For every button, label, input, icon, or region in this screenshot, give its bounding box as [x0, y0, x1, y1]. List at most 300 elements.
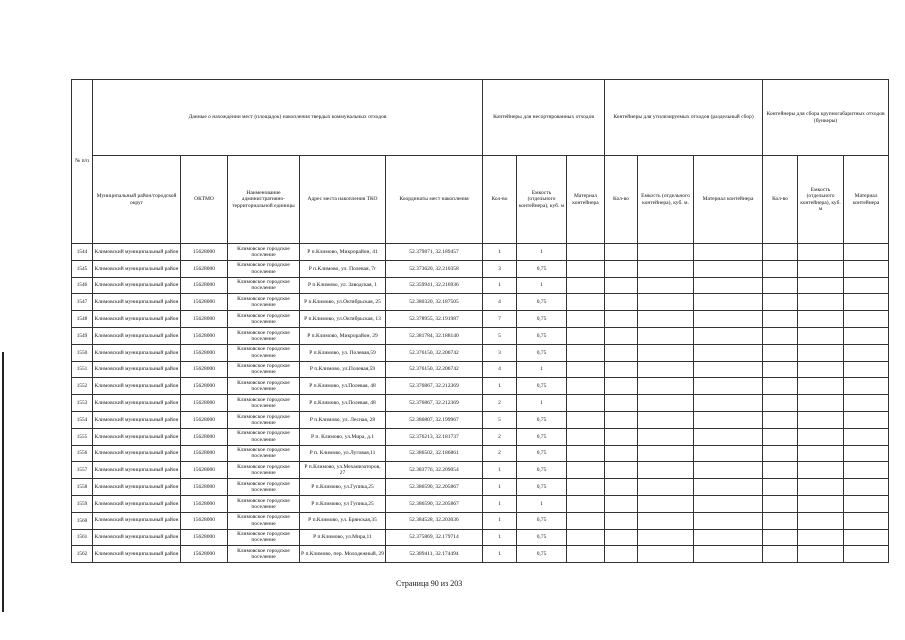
- qty-cell: 1: [483, 244, 517, 261]
- sep-material-cell: [694, 428, 763, 445]
- header-separate-group: Контейнеры для утилизируемых отходов (раздельный сбор): [605, 80, 763, 156]
- sep-qty-cell: [605, 361, 638, 378]
- sep-material-cell: [694, 327, 763, 344]
- row-num-cell: 1545: [72, 260, 93, 277]
- registry-table: [71, 79, 889, 563]
- table-row: [72, 260, 889, 277]
- material-cell: [567, 428, 605, 445]
- row-num-cell: 1544: [72, 244, 93, 261]
- sep-material-cell: [694, 445, 763, 462]
- address-cell: Р п.Климово, ул. Заводская, 1: [300, 277, 386, 294]
- table-row: [72, 311, 889, 328]
- coords-cell: 52.386807, 32.199967: [386, 411, 483, 428]
- qty-cell: 4: [483, 361, 517, 378]
- qty-cell: 4: [483, 294, 517, 311]
- address-cell: Р п.Климово, ул Гупика,25: [300, 495, 386, 512]
- row-num-cell: 1556: [72, 445, 93, 462]
- bulky-capacity-cell: [798, 344, 844, 361]
- bulky-material-cell: [844, 294, 889, 311]
- material-cell: [567, 244, 605, 261]
- row-num-cell: 1560: [72, 512, 93, 529]
- header-oktmo: ОКТМО: [181, 156, 228, 244]
- oktmo-cell: 15628000: [181, 378, 228, 395]
- sep-capacity-cell: [638, 411, 694, 428]
- address-cell: Р п.Климово, ул. Брянская,35: [300, 512, 386, 529]
- admin-unit-cell: Климовское городское поселение: [228, 311, 300, 328]
- sep-capacity-cell: [638, 378, 694, 395]
- district-cell: Климовский муниципальный район: [93, 277, 181, 294]
- qty-cell: 1: [483, 479, 517, 496]
- oktmo-cell: 15628000: [181, 546, 228, 563]
- header-coords: Координаты мест накопления: [386, 156, 483, 244]
- bulky-material-cell: [844, 411, 889, 428]
- bulky-qty-cell: [763, 395, 798, 412]
- bulky-qty-cell: [763, 327, 798, 344]
- qty-cell: 5: [483, 327, 517, 344]
- coords-cell: 52.378955, 32.191987: [386, 311, 483, 328]
- district-cell: Климовский муниципальный район: [93, 327, 181, 344]
- header-sep-qty: Кол-во: [605, 156, 638, 244]
- oktmo-cell: 15628000: [181, 411, 228, 428]
- table-row: [72, 479, 889, 496]
- qty-cell: 2: [483, 395, 517, 412]
- sep-qty-cell: [605, 546, 638, 563]
- district-cell: Климовский муниципальный район: [93, 260, 181, 277]
- sep-material-cell: [694, 495, 763, 512]
- qty-cell: 1: [483, 462, 517, 479]
- capacity-cell: 0,75: [517, 479, 567, 496]
- bulky-material-cell: [844, 361, 889, 378]
- coords-cell: 52.376150, 32.206742: [386, 361, 483, 378]
- admin-unit-cell: Климовское городское поселение: [228, 462, 300, 479]
- sep-material-cell: [694, 311, 763, 328]
- header-unsorted-group: Контейнеры для несортированных отходов: [483, 80, 605, 156]
- oktmo-cell: 15628000: [181, 445, 228, 462]
- bulky-capacity-cell: [798, 512, 844, 529]
- coords-cell: 52.375869, 32.179714: [386, 529, 483, 546]
- oktmo-cell: 15628000: [181, 294, 228, 311]
- header-address: Адрес места накопления ТКО: [300, 156, 386, 244]
- bulky-material-cell: [844, 378, 889, 395]
- bulky-qty-cell: [763, 411, 798, 428]
- bulky-material-cell: [844, 260, 889, 277]
- bulky-qty-cell: [763, 479, 798, 496]
- row-num-cell: 1549: [72, 327, 93, 344]
- capacity-cell: 0,75: [517, 344, 567, 361]
- bulky-capacity-cell: [798, 311, 844, 328]
- coords-cell: 52.376150, 32.206742: [386, 344, 483, 361]
- bulky-capacity-cell: [798, 428, 844, 445]
- bulky-capacity-cell: [798, 411, 844, 428]
- row-num-cell: 1552: [72, 378, 93, 395]
- sep-qty-cell: [605, 495, 638, 512]
- sep-material-cell: [694, 479, 763, 496]
- table-row: [72, 244, 889, 261]
- sep-qty-cell: [605, 260, 638, 277]
- qty-cell: 1: [483, 529, 517, 546]
- table-row: [72, 277, 889, 294]
- oktmo-cell: 15628000: [181, 277, 228, 294]
- address-cell: Р п.Климово, ул.Полевая,59: [300, 361, 386, 378]
- sep-capacity-cell: [638, 395, 694, 412]
- district-cell: Климовский муниципальный район: [93, 361, 181, 378]
- bulky-material-cell: [844, 529, 889, 546]
- admin-unit-cell: Климовское городское поселение: [228, 395, 300, 412]
- table-row: [72, 445, 889, 462]
- header-row-2: [72, 156, 889, 244]
- district-cell: Климовский муниципальный район: [93, 445, 181, 462]
- capacity-cell: 0,75: [517, 428, 567, 445]
- oktmo-cell: 15628000: [181, 462, 228, 479]
- material-cell: [567, 546, 605, 563]
- qty-cell: 7: [483, 311, 517, 328]
- sep-material-cell: [694, 411, 763, 428]
- capacity-cell: 0,75: [517, 311, 567, 328]
- admin-unit-cell: Климовское городское поселение: [228, 327, 300, 344]
- row-num-cell: 1559: [72, 495, 93, 512]
- row-num-cell: 1554: [72, 411, 93, 428]
- sep-qty-cell: [605, 529, 638, 546]
- oktmo-cell: 15628000: [181, 512, 228, 529]
- coords-cell: 52.383776, 32.209054: [386, 462, 483, 479]
- sep-material-cell: [694, 462, 763, 479]
- material-cell: [567, 495, 605, 512]
- district-cell: Климовский муниципальный район: [93, 344, 181, 361]
- sep-material-cell: [694, 277, 763, 294]
- sep-capacity-cell: [638, 428, 694, 445]
- qty-cell: 3: [483, 260, 517, 277]
- sep-capacity-cell: [638, 462, 694, 479]
- header-bulky-group: Контейнеры для сбора крупногабаритных отходов (бункеры): [763, 80, 889, 156]
- bulky-material-cell: [844, 311, 889, 328]
- header-num: № п/п: [72, 80, 93, 244]
- address-cell: Р п. Климово, ул.Луговая,11: [300, 445, 386, 462]
- sep-qty-cell: [605, 344, 638, 361]
- sep-qty-cell: [605, 428, 638, 445]
- bulky-material-cell: [844, 479, 889, 496]
- oktmo-cell: 15628000: [181, 479, 228, 496]
- admin-unit-cell: Климовское городское поселение: [228, 294, 300, 311]
- material-cell: [567, 529, 605, 546]
- sep-qty-cell: [605, 244, 638, 261]
- table-row: [72, 529, 889, 546]
- capacity-cell: 0,75: [517, 445, 567, 462]
- header-location-group: Данные о нахождении мест (площадок) накопления твердых коммунальных отходов: [93, 80, 483, 156]
- coords-cell: 52.384528, 32.203036: [386, 512, 483, 529]
- sep-material-cell: [694, 395, 763, 412]
- row-num-cell: 1546: [72, 277, 93, 294]
- material-cell: [567, 361, 605, 378]
- coords-cell: 52.376867, 32.212369: [386, 378, 483, 395]
- table-row: [72, 546, 889, 563]
- bulky-capacity-cell: [798, 395, 844, 412]
- header-bulky-material: Материал контейнера: [844, 156, 889, 244]
- material-cell: [567, 327, 605, 344]
- district-cell: Климовский муниципальный район: [93, 512, 181, 529]
- coords-cell: 52.376867, 32.212369: [386, 395, 483, 412]
- bulky-material-cell: [844, 395, 889, 412]
- material-cell: [567, 260, 605, 277]
- district-cell: Климовский муниципальный район: [93, 462, 181, 479]
- qty-cell: 3: [483, 344, 517, 361]
- sep-capacity-cell: [638, 479, 694, 496]
- sep-material-cell: [694, 244, 763, 261]
- admin-unit-cell: Климовское городское поселение: [228, 260, 300, 277]
- sep-qty-cell: [605, 479, 638, 496]
- district-cell: Климовский муниципальный район: [93, 395, 181, 412]
- district-cell: Климовский муниципальный район: [93, 479, 181, 496]
- row-num-cell: 1551: [72, 361, 93, 378]
- bulky-material-cell: [844, 428, 889, 445]
- sep-material-cell: [694, 378, 763, 395]
- row-num-cell: 1557: [72, 462, 93, 479]
- capacity-cell: 1: [517, 495, 567, 512]
- address-cell: Р п.Климово, ул.Октябрьская, 25: [300, 294, 386, 311]
- district-cell: Климовский муниципальный район: [93, 378, 181, 395]
- address-cell: Р п.Климово, ул. Лесная, 28: [300, 411, 386, 428]
- sep-qty-cell: [605, 294, 638, 311]
- row-num-cell: 1548: [72, 311, 93, 328]
- sep-capacity-cell: [638, 512, 694, 529]
- bulky-material-cell: [844, 277, 889, 294]
- sep-capacity-cell: [638, 361, 694, 378]
- capacity-cell: 0,75: [517, 411, 567, 428]
- capacity-cell: 0,75: [517, 546, 567, 563]
- table-row: [72, 512, 889, 529]
- address-cell: Р п. Климово, ул.Мира, д.1: [300, 428, 386, 445]
- admin-unit-cell: Климовское городское поселение: [228, 361, 300, 378]
- registry-body: [72, 244, 889, 563]
- sep-capacity-cell: [638, 244, 694, 261]
- coords-cell: 52.380320, 32.187505: [386, 294, 483, 311]
- bulky-qty-cell: [763, 378, 798, 395]
- bulky-qty-cell: [763, 344, 798, 361]
- sep-material-cell: [694, 512, 763, 529]
- bulky-qty-cell: [763, 546, 798, 563]
- bulky-material-cell: [844, 327, 889, 344]
- bulky-capacity-cell: [798, 495, 844, 512]
- sep-qty-cell: [605, 395, 638, 412]
- material-cell: [567, 277, 605, 294]
- sep-capacity-cell: [638, 445, 694, 462]
- sep-capacity-cell: [638, 294, 694, 311]
- oktmo-cell: 15628000: [181, 260, 228, 277]
- row-num-cell: 1561: [72, 529, 93, 546]
- material-cell: [567, 378, 605, 395]
- admin-unit-cell: Климовское городское поселение: [228, 445, 300, 462]
- coords-cell: 52.376213, 32.181737: [386, 428, 483, 445]
- table-row: [72, 428, 889, 445]
- material-cell: [567, 462, 605, 479]
- row-num-cell: 1550: [72, 344, 93, 361]
- capacity-cell: 0,75: [517, 529, 567, 546]
- sep-qty-cell: [605, 311, 638, 328]
- sep-qty-cell: [605, 512, 638, 529]
- coords-cell: 52.386502, 32.186861: [386, 445, 483, 462]
- bulky-qty-cell: [763, 361, 798, 378]
- table-row: [72, 411, 889, 428]
- admin-unit-cell: Климовское городское поселение: [228, 479, 300, 496]
- bulky-material-cell: [844, 462, 889, 479]
- oktmo-cell: 15628000: [181, 361, 228, 378]
- bulky-qty-cell: [763, 311, 798, 328]
- bulky-capacity-cell: [798, 445, 844, 462]
- coords-cell: 52.373620, 32.210358: [386, 260, 483, 277]
- admin-unit-cell: Климовское городское поселение: [228, 512, 300, 529]
- material-cell: [567, 512, 605, 529]
- table-row: [72, 495, 889, 512]
- district-cell: Климовский муниципальный район: [93, 311, 181, 328]
- row-num-cell: 1562: [72, 546, 93, 563]
- bulky-material-cell: [844, 445, 889, 462]
- bulky-capacity-cell: [798, 244, 844, 261]
- capacity-cell: 0,75: [517, 378, 567, 395]
- capacity-cell: 1: [517, 361, 567, 378]
- table-row: [72, 378, 889, 395]
- row-num-cell: 1558: [72, 479, 93, 496]
- header-sep-material: Материал контейнера: [694, 156, 763, 244]
- header-qty: Кол-во: [483, 156, 517, 244]
- table-row: [72, 361, 889, 378]
- oktmo-cell: 15628000: [181, 529, 228, 546]
- material-cell: [567, 311, 605, 328]
- oktmo-cell: 15628000: [181, 428, 228, 445]
- bulky-capacity-cell: [798, 260, 844, 277]
- address-cell: Р п.Климово, ул. Полевая,59: [300, 344, 386, 361]
- page-number: Страница 90 из 203: [396, 579, 463, 588]
- sep-capacity-cell: [638, 529, 694, 546]
- sep-material-cell: [694, 294, 763, 311]
- admin-unit-cell: Климовское городское поселение: [228, 529, 300, 546]
- material-cell: [567, 479, 605, 496]
- bulky-capacity-cell: [798, 327, 844, 344]
- bulky-qty-cell: [763, 462, 798, 479]
- row-num-cell: 1555: [72, 428, 93, 445]
- coords-cell: 52.386590, 32.205867: [386, 479, 483, 496]
- header-sep-capacity: Емкость (отдельного контейнера), куб. м.: [638, 156, 694, 244]
- bulky-capacity-cell: [798, 462, 844, 479]
- sep-material-cell: [694, 546, 763, 563]
- admin-unit-cell: Климовское городское поселение: [228, 546, 300, 563]
- table-row: [72, 294, 889, 311]
- bulky-material-cell: [844, 546, 889, 563]
- qty-cell: 1: [483, 277, 517, 294]
- sep-qty-cell: [605, 462, 638, 479]
- bulky-capacity-cell: [798, 378, 844, 395]
- address-cell: Р п.Климово, ул.Механизаторов, 27: [300, 462, 386, 479]
- qty-cell: 2: [483, 428, 517, 445]
- coords-cell: 52.359941, 32.216936: [386, 277, 483, 294]
- table-row: [72, 462, 889, 479]
- district-cell: Климовский муниципальный район: [93, 244, 181, 261]
- admin-unit-cell: Климовское городское поселение: [228, 495, 300, 512]
- table-row: [72, 344, 889, 361]
- bulky-qty-cell: [763, 428, 798, 445]
- margin-line: [2, 352, 4, 612]
- oktmo-cell: 15628000: [181, 311, 228, 328]
- sep-material-cell: [694, 361, 763, 378]
- table-row: [72, 327, 889, 344]
- capacity-cell: 1: [517, 244, 567, 261]
- sep-qty-cell: [605, 411, 638, 428]
- district-cell: Климовский муниципальный район: [93, 411, 181, 428]
- sep-capacity-cell: [638, 495, 694, 512]
- capacity-cell: 0,75: [517, 294, 567, 311]
- bulky-material-cell: [844, 244, 889, 261]
- district-cell: Климовский муниципальный район: [93, 294, 181, 311]
- address-cell: Р п.Климово, ул.Полевая, 48: [300, 395, 386, 412]
- bulky-capacity-cell: [798, 294, 844, 311]
- admin-unit-cell: Климовское городское поселение: [228, 378, 300, 395]
- bulky-qty-cell: [763, 512, 798, 529]
- address-cell: Р п.Климово, Микрорайон, 41: [300, 244, 386, 261]
- district-cell: Климовский муниципальный район: [93, 428, 181, 445]
- capacity-cell: 0,75: [517, 512, 567, 529]
- material-cell: [567, 395, 605, 412]
- oktmo-cell: 15628000: [181, 495, 228, 512]
- material-cell: [567, 445, 605, 462]
- coords-cell: 52.389411, 32.174494: [386, 546, 483, 563]
- sep-capacity-cell: [638, 327, 694, 344]
- qty-cell: 1: [483, 546, 517, 563]
- row-num-cell: 1547: [72, 294, 93, 311]
- qty-cell: 1: [483, 512, 517, 529]
- bulky-qty-cell: [763, 277, 798, 294]
- material-cell: [567, 411, 605, 428]
- admin-unit-cell: Климовское городское поселение: [228, 411, 300, 428]
- capacity-cell: 0,75: [517, 327, 567, 344]
- oktmo-cell: 15628000: [181, 344, 228, 361]
- coords-cell: 52.381784, 32.188140: [386, 327, 483, 344]
- district-cell: Климовский муниципальный район: [93, 495, 181, 512]
- address-cell: Р п.Климово, ул.Гупика,25: [300, 479, 386, 496]
- oktmo-cell: 15628000: [181, 327, 228, 344]
- sep-material-cell: [694, 260, 763, 277]
- sep-capacity-cell: [638, 260, 694, 277]
- sep-material-cell: [694, 344, 763, 361]
- material-cell: [567, 344, 605, 361]
- capacity-cell: 1: [517, 277, 567, 294]
- bulky-qty-cell: [763, 244, 798, 261]
- bulky-qty-cell: [763, 445, 798, 462]
- header-material: Материал контейнера: [567, 156, 605, 244]
- bulky-capacity-cell: [798, 277, 844, 294]
- district-cell: Климовский муниципальный район: [93, 529, 181, 546]
- bulky-qty-cell: [763, 294, 798, 311]
- sep-capacity-cell: [638, 277, 694, 294]
- qty-cell: 5: [483, 411, 517, 428]
- header-row-1: [72, 80, 889, 156]
- bulky-qty-cell: [763, 260, 798, 277]
- header-district: Муниципальный район/городской округ: [93, 156, 181, 244]
- bulky-material-cell: [844, 344, 889, 361]
- sep-capacity-cell: [638, 311, 694, 328]
- sep-qty-cell: [605, 277, 638, 294]
- admin-unit-cell: Климовское городское поселение: [228, 344, 300, 361]
- address-cell: Р п.Климово, Микрорайон, 29: [300, 327, 386, 344]
- capacity-cell: 0,75: [517, 462, 567, 479]
- capacity-cell: 0,75: [517, 260, 567, 277]
- address-cell: Р п.Климово, пер. Молодежный, 29: [300, 546, 386, 563]
- bulky-qty-cell: [763, 529, 798, 546]
- sep-capacity-cell: [638, 546, 694, 563]
- admin-unit-cell: Климовское городское поселение: [228, 277, 300, 294]
- table-row: [72, 395, 889, 412]
- bulky-qty-cell: [763, 495, 798, 512]
- admin-unit-cell: Климовское городское поселение: [228, 428, 300, 445]
- qty-cell: 1: [483, 495, 517, 512]
- coords-cell: 52.386590, 32.205867: [386, 495, 483, 512]
